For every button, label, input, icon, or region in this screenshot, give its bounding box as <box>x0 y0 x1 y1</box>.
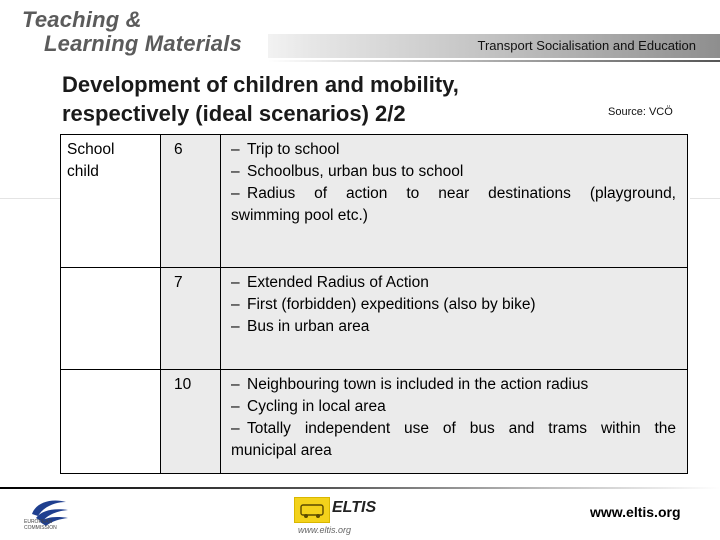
ec-logo-caption: EUROPEAN COMMISSION <box>24 519 57 531</box>
list-item-text: First (forbidden) expeditions (also by bike) <box>247 296 536 313</box>
category-line-1: School <box>67 141 115 158</box>
age-value: 7 <box>174 274 183 291</box>
age-value: 6 <box>174 141 183 158</box>
age-cell <box>160 369 221 474</box>
description-cell <box>220 369 688 474</box>
age-value: 10 <box>174 376 192 393</box>
title-line-1: Development of children and mobility, <box>62 72 459 97</box>
list-item-text: Radius of action to near destinations (playground, <box>247 185 676 202</box>
list-item-text: Schoolbus, urban bus to school <box>247 163 464 180</box>
brand-line-1: Teaching & <box>22 7 142 32</box>
description-cell <box>220 134 688 268</box>
list-item <box>231 418 676 440</box>
footer-divider <box>0 487 720 489</box>
source-label: Source: VCÖ <box>608 106 673 118</box>
dash-marker: – <box>231 376 240 393</box>
page-title <box>62 70 582 128</box>
category-cell <box>60 134 161 268</box>
dash-marker: – <box>231 163 240 180</box>
description-list <box>231 374 676 462</box>
list-item-continuation: municipal area <box>231 442 332 459</box>
list-item-text: Trip to school <box>247 141 340 158</box>
website-link[interactable]: www.eltis.org <box>590 504 681 520</box>
list-item <box>231 272 676 294</box>
stages-table <box>60 134 688 474</box>
list-item <box>231 161 676 183</box>
dash-marker: – <box>231 398 240 415</box>
dash-marker: – <box>231 318 240 335</box>
dash-marker: – <box>231 274 240 291</box>
list-item <box>231 316 676 338</box>
dash-marker: – <box>231 296 240 313</box>
eltis-logo-icon <box>294 497 330 523</box>
dash-marker: – <box>231 420 240 437</box>
category-cell-empty <box>60 267 161 370</box>
header-bar <box>268 34 720 58</box>
list-item-continuation: swimming pool etc.) <box>231 207 368 224</box>
list-item-text: Bus in urban area <box>247 318 370 335</box>
description-list <box>231 139 676 227</box>
category-line-2: child <box>67 163 99 180</box>
list-item-text: Totally independent use of bus and trams within the <box>247 420 676 437</box>
list-item <box>231 139 676 161</box>
eltis-wordmark: ELTIS <box>332 499 377 516</box>
category-cell-empty <box>60 369 161 474</box>
background-rule-right <box>690 198 720 199</box>
list-item-text: Neighbouring town is included in the action radius <box>247 376 589 393</box>
description-list <box>231 272 676 338</box>
brand-line-2: Learning Materials <box>44 31 242 56</box>
brand-logo-text <box>22 8 242 56</box>
dash-marker: – <box>231 141 240 158</box>
list-item-text: Cycling in local area <box>247 398 386 415</box>
list-item <box>231 183 676 205</box>
eltis-logo-url: www.eltis.org <box>298 525 352 535</box>
list-item-text: Extended Radius of Action <box>247 274 429 291</box>
background-rule-left <box>0 198 60 199</box>
age-cell <box>160 267 221 370</box>
list-item <box>231 294 676 316</box>
title-line-2: respectively (ideal scenarios) 2/2 <box>62 101 406 126</box>
category-label <box>67 139 114 183</box>
age-cell <box>160 134 221 268</box>
dash-marker: – <box>231 185 240 202</box>
bus-icon <box>295 498 329 522</box>
list-item <box>231 396 676 418</box>
description-cell <box>220 267 688 370</box>
list-item <box>231 374 676 396</box>
header-bar-title: Transport Socialisation and Education <box>477 38 696 53</box>
header-divider <box>268 60 720 62</box>
